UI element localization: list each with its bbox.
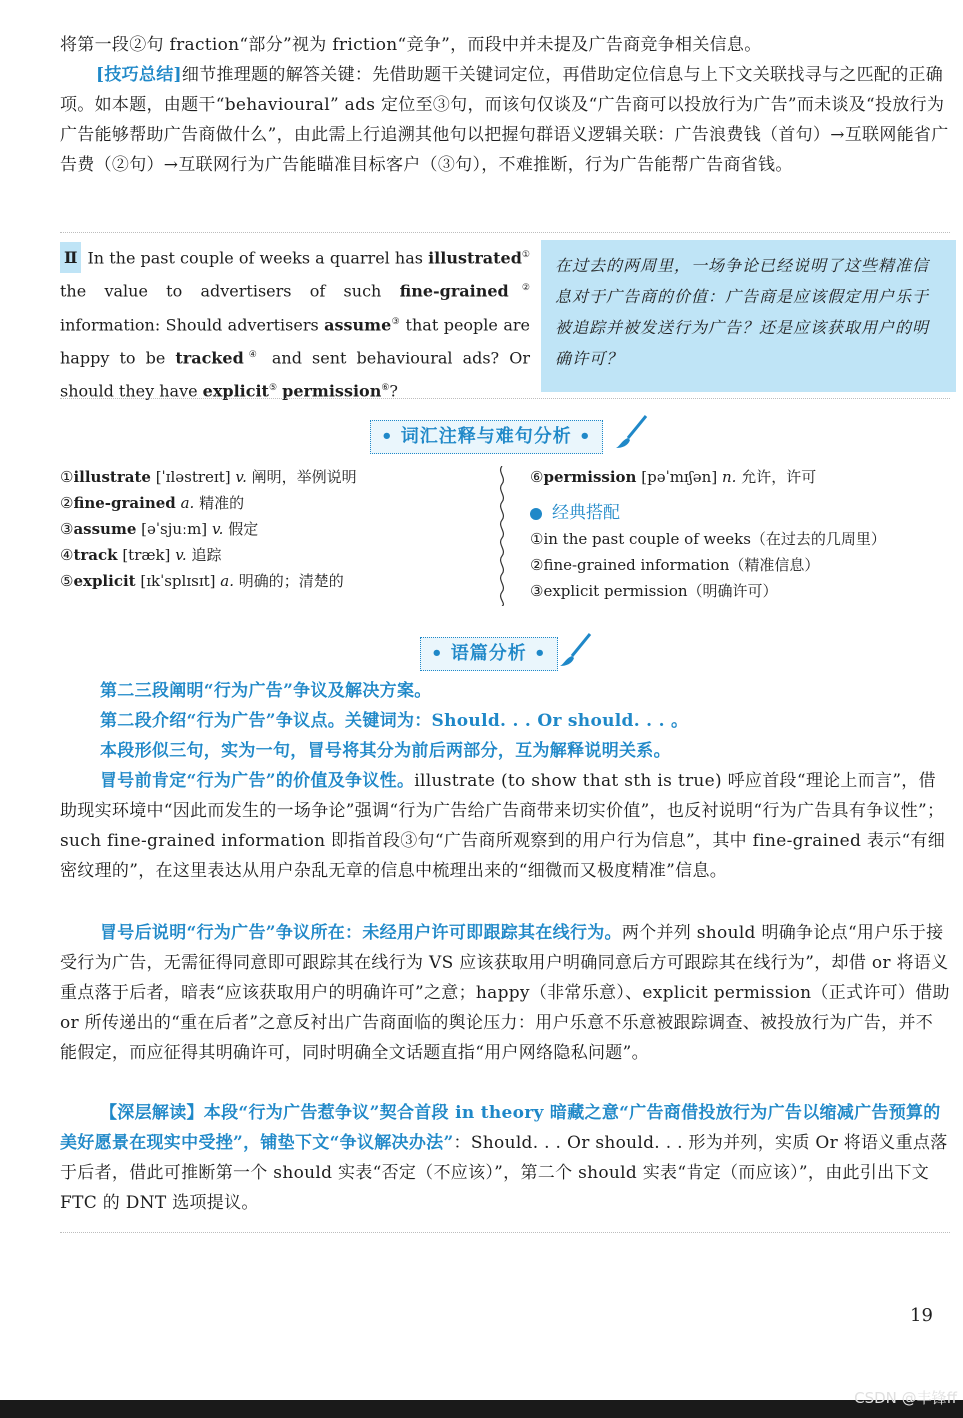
paragraph-number: Ⅱ <box>60 242 81 273</box>
analysis-text: ：Should. . . Or should. . . 形为并列，实质 Or 将语义重点落于后者，借此可推断第一个 should 实表“否定（不应该）”，第二个 should 实表“肯定（而应该）”，由此引出下文 FTC 的 DNT 选项提议。 <box>60 1133 948 1213</box>
analysis-highlight: 冒号后说明“行为广告”争议所在：未经用户许可即跟踪其在线行为。 <box>100 923 622 943</box>
keyword-illustrated: illustrated <box>428 248 522 268</box>
analysis-heading-text: • 语篇分析 • <box>431 643 547 664</box>
analysis-line: 第二三段阐明“行为广告”争议及解决方案。 <box>100 681 432 701</box>
tip-paragraph <box>60 60 950 180</box>
vocab-item: ⑤explicit [ɪkˈsplɪsɪt] a. 明确的；清楚的 <box>60 572 344 590</box>
keyword-assume: assume <box>324 314 392 334</box>
vocab-item: ②fine-grained a. 精准的 <box>60 494 245 512</box>
tip-label: [技巧总结] <box>96 65 182 85</box>
brush-icon <box>556 630 596 670</box>
analysis-text: illustrate (to show that sth is true) 呼应首段“理论上而言”，借助现实环境中“因此而发生的一场争论”强调“行为广告给广告商带来切实价值”，也反衬说明“行为广告具有争议性”；such fine-grained information 即指首段③句“广告商所观察到的用户行为信息”，其中 fine-grained 表示“有细密纹理的”，在这里表达从用户杂乱无章的信息中梳理出来的“细微而又极度精准”信息。 <box>60 771 946 881</box>
analysis-paragraph-3 <box>60 1098 950 1218</box>
vocab-item: ①illustrate [ˈɪləstreɪt] v. 阐明，举例说明 <box>60 468 357 486</box>
analysis-paragraph-1 <box>60 766 950 886</box>
bottom-bar <box>0 1400 963 1418</box>
keyword-fine-grained: fine-grained <box>399 281 509 301</box>
passage-text: and sent behavioural ads? Or should they have <box>60 348 530 401</box>
brush-icon <box>612 412 652 452</box>
marker: ④ <box>243 349 262 360</box>
bullet-icon <box>530 508 542 520</box>
divider <box>60 398 950 399</box>
passage-text: In the past couple of weeks a quarrel has <box>87 248 423 268</box>
passage-text: information: Should advertisers <box>60 314 319 334</box>
vocab-heading <box>370 420 603 454</box>
divider <box>60 1232 950 1233</box>
translation-text: 在过去的两周里，一场争论已经说明了这些精准信息对于广告商的价值：广告商是应该假定用户乐于被追踪并被发送行为广告？还是应该获取用户的明确许可？ <box>555 256 930 368</box>
analysis-paragraph-2 <box>60 918 950 1068</box>
separator-icon <box>495 466 509 606</box>
intro-text: 将第一段②句 fraction“部分”视为 friction“竞争”，而段中并未提及广告商竞争相关信息。 <box>60 35 762 55</box>
collocation-item: ②fine-grained information（精准信息） <box>530 556 820 574</box>
passage-text: ? <box>389 381 398 401</box>
intro-line <box>60 30 950 60</box>
analysis-highlight: 冒号前肯定“行为广告”的价值及争议性。 <box>100 771 415 791</box>
marker: ③ <box>391 316 401 327</box>
vocab-item: ④track [træk] v. 追踪 <box>60 546 222 564</box>
watermark: CSDN @丰锋ff <box>854 1389 957 1407</box>
marker: ① <box>521 250 530 260</box>
collocation-title: 经典搭配 <box>530 500 950 526</box>
keyword-tracked: tracked <box>175 348 244 368</box>
passage-english <box>60 240 530 407</box>
divider <box>60 232 950 233</box>
tip-text: 细节推理题的解答关键：先借助题干关键词定位，再借助定位信息与上下文关联找寻与之匹配的正确项。如本题，由题干“behavioural” ads 定位至③句，而该句仅谈及“广告商可以投放行为广告”而未谈及“投放行为广告能够帮助广告商做什么”，由此需上行追溯其他句以把握句群语义逻辑关联：广告浪费钱（首句）→互联网能省广告费（②句）→互联网行为广告能瞄准目标客户（③句），不难推断，行为广告能帮广告商省钱。 <box>60 65 949 175</box>
analysis-text: 两个并列 should 明确争论点“用户乐于接受行为广告，无需征得同意即可跟踪其在线行为 VS 应该获取用户明确同意后方可跟踪其在线行为”，却借 or 将语义重点落于后者，暗表“应该获取用户的明确许可”之意；happy（非常乐意）、explicit permission（正式许可）借助 or 所传递出的“重在后者”之意反衬出广告商面临的舆论压力：用户乐意不乐意被跟踪调查、被投放行为广告，并不能假定，而应征得其明确许可，同时明确全文话题直指“用户网络隐私问题”。 <box>60 923 950 1063</box>
keyword-permission: permission <box>282 381 382 401</box>
vocab-item: ⑥permission [pəˈmɪʃən] n. 允许，许可 <box>530 468 817 486</box>
vocab-item: ③assume [əˈsjuːm] v. 假定 <box>60 520 259 538</box>
marker: ② <box>508 283 530 294</box>
marker: ⑥ <box>381 383 390 394</box>
collocation-item: ③explicit permission（明确许可） <box>530 582 778 600</box>
passage-text: the value to advertisers of such <box>60 281 382 301</box>
vocab-list <box>60 464 490 594</box>
passage-translation <box>541 240 956 392</box>
page-number: 19 <box>910 1305 933 1326</box>
vocab-heading-text: • 词汇注释与难句分析 • <box>381 426 592 447</box>
collocation-item: ①in the past couple of weeks（在过去的几周里） <box>530 530 886 548</box>
vocab-right <box>530 464 950 604</box>
analysis-highlight: 【深层解读】本段“行为广告惹争议”契合首段 in theory 暗藏之意“广告商借投放行为广告以缩减广告预算的美好愿景在现实中受挫”，铺垫下文“争议解决办法” <box>60 1103 941 1153</box>
keyword-explicit: explicit <box>202 381 269 401</box>
analysis-heading <box>420 637 558 671</box>
analysis-line: 本段形似三句，实为一句，冒号将其分为前后两部分，互为解释说明关系。 <box>100 741 671 761</box>
marker: ⑤ <box>268 383 278 394</box>
passage-text: that people are happy to be <box>60 314 530 368</box>
analysis-line: 第二段介绍“行为广告”争议点。关键词为：Should. . . Or should. . . 。 <box>100 711 689 731</box>
